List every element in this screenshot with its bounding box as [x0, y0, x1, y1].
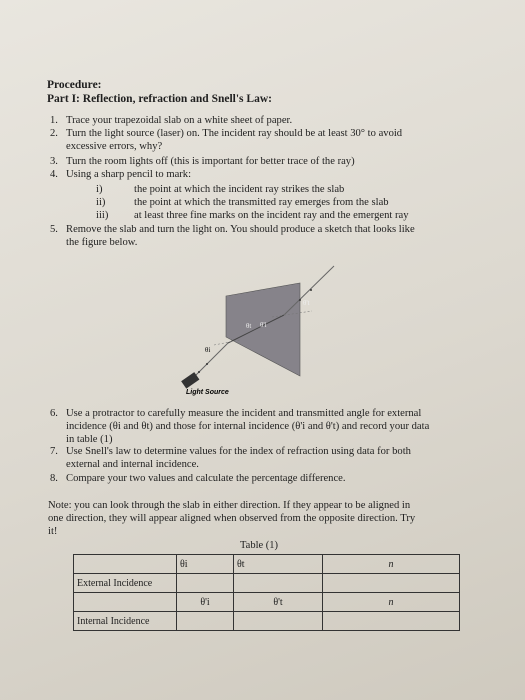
table-row [74, 593, 460, 612]
table-cell: θ'i [177, 593, 234, 612]
part-title: Part I: Reflection, refraction and Snell's Law: [47, 93, 272, 105]
step-number: 7. [50, 446, 58, 457]
theta-i-prime-label: θ'i [260, 321, 267, 329]
note-line: one direction, they will appear aligned when observed from the opposite direction. Try [48, 513, 416, 524]
step-text: in table (1) [66, 434, 113, 445]
step-text: incidence (θi and θt) and those for internal incidence (θ'i and θ't) and record your data [66, 421, 430, 432]
step-text: Compare your two values and calculate the percentage difference. [66, 473, 346, 484]
theta-t-prime-label: θ't [303, 299, 310, 307]
step-number: 5. [50, 224, 58, 235]
step-text: Use a protractor to carefully measure the incident and transmitted angle for external [66, 408, 422, 419]
table-cell [74, 593, 177, 612]
table-cell[interactable] [323, 612, 460, 631]
trapezoid-slab [226, 283, 300, 376]
note-line: it! [48, 526, 58, 537]
row-label: External Incidence [74, 574, 177, 593]
ray-mark [299, 299, 301, 301]
table-cell: n [323, 593, 460, 612]
step-text: external and internal incidence. [66, 459, 199, 470]
step-number: 4. [50, 169, 58, 180]
ray-mark [206, 363, 208, 365]
procedure-heading: Procedure: [47, 79, 102, 91]
step-number: 3. [50, 156, 58, 167]
table-cell: θ't [234, 593, 323, 612]
data-table [73, 554, 460, 631]
step-number: 1. [50, 115, 58, 126]
table-cell[interactable] [177, 574, 234, 593]
step-text: Trace your trapezoidal slab on a white sheet of paper. [66, 115, 293, 126]
table-row [74, 574, 460, 593]
table-cell[interactable] [177, 612, 234, 631]
substep-number: ii) [96, 197, 106, 208]
substep-text: the point at which the incident ray strikes the slab [134, 184, 345, 195]
step-text: Use Snell's law to determine values for the index of refraction using data for both [66, 446, 411, 457]
table-cell: θt [234, 555, 323, 574]
ray-mark [310, 289, 312, 291]
table-cell[interactable] [234, 612, 323, 631]
step-text: excessive errors, why? [66, 141, 163, 152]
substep-text: at least three fine marks on the incident ray and the emergent ray [134, 210, 409, 221]
step-text: Using a sharp pencil to mark: [66, 169, 192, 180]
step-number: 8. [50, 473, 58, 484]
step-text: the figure below. [66, 237, 138, 248]
table-cell[interactable] [323, 574, 460, 593]
table-cell[interactable] [234, 574, 323, 593]
table-cell: n [323, 555, 460, 574]
light-source-label: Light Source [186, 389, 229, 396]
table-caption: Table (1) [240, 540, 279, 551]
table-row [74, 555, 460, 574]
table-row [74, 612, 460, 631]
substep-text: the point at which the transmitted ray emerges from the slab [134, 197, 389, 208]
step-number: 6. [50, 408, 58, 419]
row-label: Internal Incidence [74, 612, 177, 631]
step-text: Turn the light source (laser) on. The incident ray should be at least 30° to avoid [66, 128, 403, 139]
step-text: Turn the room lights off (this is important for better trace of the ray) [66, 156, 355, 167]
step-text: Remove the slab and turn the light on. You should produce a sketch that looks like [66, 224, 415, 235]
substep-number: iii) [96, 210, 109, 221]
step-number: 2. [50, 128, 58, 139]
substep-number: i) [96, 184, 103, 195]
note-line: Note: you can look through the slab in either direction. If they appear to be aligned in [48, 500, 411, 511]
theta-i-label: θi [205, 346, 211, 354]
table-cell: θi [177, 555, 234, 574]
theta-t-label: θt [246, 322, 252, 330]
ray-mark [198, 371, 200, 373]
table-cell [74, 555, 177, 574]
